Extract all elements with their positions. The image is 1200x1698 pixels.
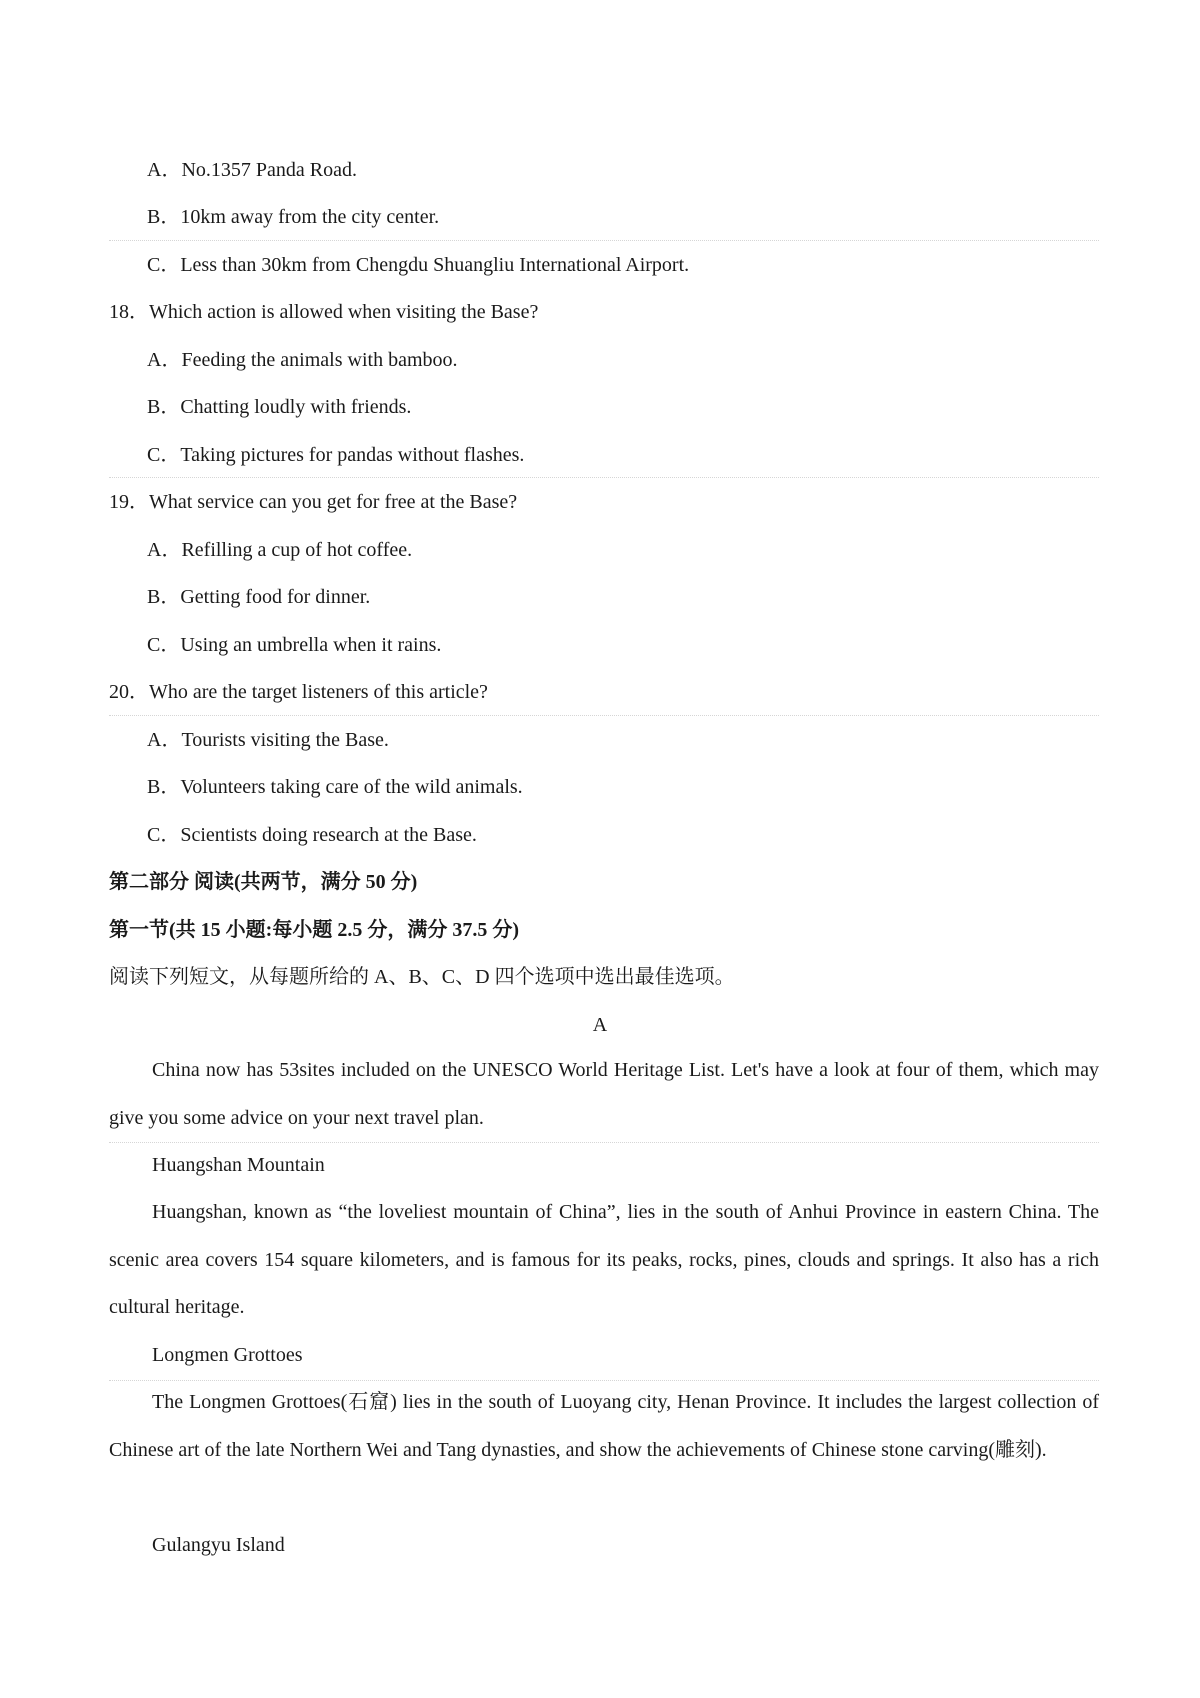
site-text-huangshan: Huangshan, known as “the loveliest mountain of China”, lies in the south of Anhui Province in eastern China. The scenic area covers 154 square kilometers, and is famous for its peaks, rocks, pines, clouds and springs. It also has a rich cultural heritage. bbox=[109, 1201, 1099, 1318]
passage-intro: China now has 53sites included on the UNESCO World Heritage List. Let's have a look at four of them, which may give you some advice on your next travel plan. bbox=[109, 1059, 1099, 1129]
q19-option-b: B．Getting food for dinner. bbox=[147, 586, 371, 608]
dotted-separator bbox=[109, 477, 1099, 478]
subsection-title: 第一节(共 15 小题:每小题 2.5 分，满分 37.5 分) bbox=[109, 919, 519, 941]
q20-option-a: A．Tourists visiting the Base. bbox=[147, 729, 389, 751]
q18-option-a: A．Feeding the animals with bamboo. bbox=[147, 349, 458, 371]
q20-option-b: B．Volunteers taking care of the wild animals. bbox=[147, 776, 523, 798]
q17-option-b: B．10km away from the city center. bbox=[147, 206, 440, 228]
q18-option-c: C．Taking pictures for pandas without flashes. bbox=[147, 444, 525, 466]
q19-option-a: A．Refilling a cup of hot coffee. bbox=[147, 539, 413, 561]
instruction: 阅读下列短文，从每题所给的 A、B、C、D 四个选项中选出最佳选项。 bbox=[109, 966, 735, 988]
dotted-separator bbox=[109, 240, 1099, 241]
site-heading-longmen: Longmen Grottoes bbox=[152, 1344, 303, 1366]
q17-option-a: A．No.1357 Panda Road. bbox=[147, 159, 357, 181]
q20-stem: 20．Who are the target listeners of this article? bbox=[109, 681, 488, 703]
section-title: 第二部分 阅读(共两节，满分 50 分) bbox=[109, 871, 418, 893]
q20-option-c: C．Scientists doing research at the Base. bbox=[147, 824, 477, 846]
q17-option-c: C．Less than 30km from Chengdu Shuangliu International Airport. bbox=[147, 254, 690, 276]
site-heading-gulangyu: Gulangyu Island bbox=[152, 1534, 285, 1556]
q19-stem: 19．What service can you get for free at the Base? bbox=[109, 491, 518, 513]
site-heading-huangshan: Huangshan Mountain bbox=[152, 1154, 325, 1176]
dotted-separator bbox=[109, 715, 1099, 716]
q18-stem: 18．Which action is allowed when visiting the Base? bbox=[109, 301, 539, 323]
q19-option-c: C．Using an umbrella when it rains. bbox=[147, 634, 442, 656]
q18-option-b: B．Chatting loudly with friends. bbox=[147, 396, 412, 418]
passage-letter: A bbox=[592, 1014, 608, 1036]
site-text-longmen: The Longmen Grottoes(石窟) lies in the south of Luoyang city, Henan Province. It includes the largest collection of Chinese art of the late Northern Wei and Tang dynasties, and show the achievements of Chinese stone carving(雕刻). bbox=[109, 1391, 1099, 1461]
